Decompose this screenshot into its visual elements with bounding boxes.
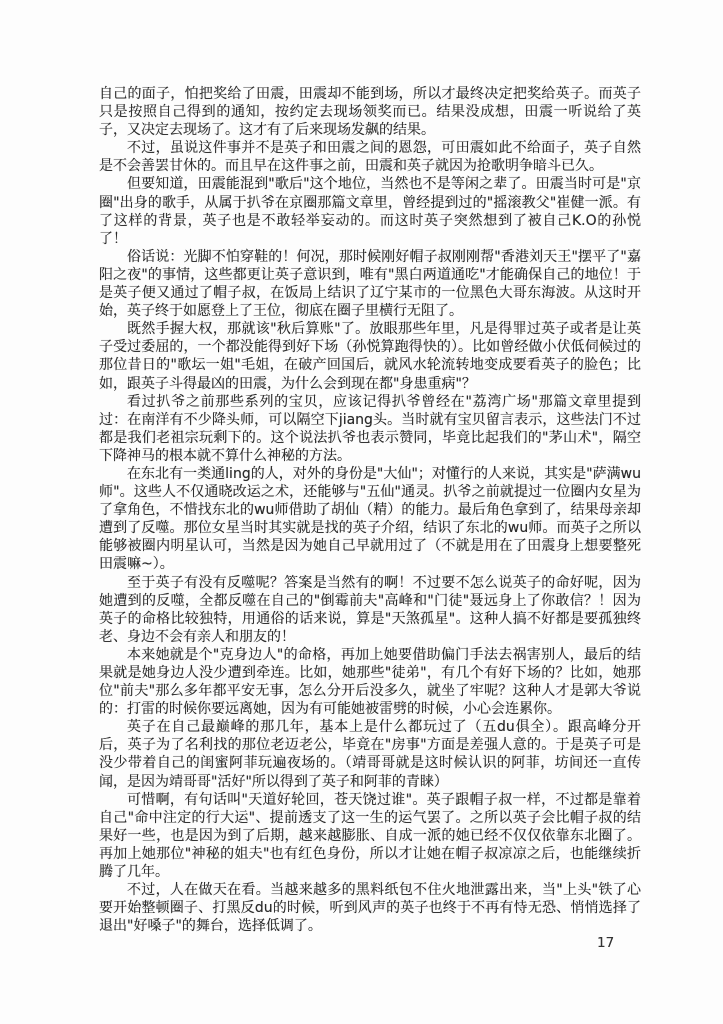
paragraph: 可惜啊，有句话叫"天道好轮回，苍天饶过谁"。英子跟帽子叔一样，不过都是靠着自己"命中注定的行大运"、提前透支了这一生的运气罢了。之所以英子会比帽子叔的结果好一些，也是因为到了后期，越来越膨胀、自成一派的她已经不仅仅依靠东北圈了。再加上她那位"神秘的姐夫"也有红色身份，所以才让她在帽子叔凉凉之后，也能继续折腾了几年。: [99, 791, 641, 881]
paragraph: 看过扒爷之前那些系列的宝贝，应该记得扒爷曾经在"荔湾广场"那篇文章里提到过：在南洋有不少降头师，可以隔空下jiang头。当时就有宝贝留言表示，这些法门不过都是我们老祖宗玩剩下的。这个说法扒爷也表示赞同，毕竟比起我们的"茅山术"，隔空下降神马的根本就不算什么神秘的方法。: [99, 393, 641, 464]
article-body: [99, 85, 641, 935]
paragraph: 自己的面子，怕把奖给了田震，田震却不能到场，所以才最终决定把奖给英子。而英子只是按照自己得到的通知，按约定去现场领奖而已。结果没成想，田震一听说给了英子，又决定去现场了。这才有了后来现场发飙的结果。: [99, 86, 641, 139]
paragraph: 在东北有一类通ling的人，对外的身份是"大仙"；对懂行的人来说，其实是"萨满wu师"。这些人不仅通晓改运之术，还能够与"五仙"通灵。扒爷之前就提过一位圈内女星为了拿角色，不惜找东北的wu师借助了胡仙（精）的能力。最后角色拿到了，结果母亲却遭到了反噬。那位女星当时其实就是找的英子介绍，结识了东北的wu师。而英子之所以能够被圈内明星认可，当然是因为她自己早就用过了（不就是用在了田震身上想要整死田震嘛~）。: [99, 465, 641, 573]
paragraph: 俗话说：光脚不怕穿鞋的！何况，那时候刚好帽子叔刚刚帮"香港刘天王"摆平了"嘉阳之夜"的事情，这些都更让英子意识到，唯有"黑白两道通吃"才能确保自己的地位！于是英子便又通过了帽子叔，在饭局上结识了辽宁某市的一位黑色大哥东海波。从这时开始，英子终于如愿登上了王位，彻底在圈子里横行无阻了。: [99, 248, 641, 320]
paragraph: 既然手握大权，那就该"秋后算账"了。放眼那些年里，凡是得罪过英子或者是让英子受过委屈的，一个都没能得到好下场（孙悦算跑得快的）。比如曾经做小伏低伺候过的那位昔日的"歌坛一姐"毛姐，在破产回国后，就风水轮流转地变成要看英子的脸色；比如，跟英子斗得最凶的田震，为什么会到现在都"身患重病"？: [99, 321, 641, 392]
paragraph: 但要知道，田震能混到"歌后"这个地位，当然也不是等闲之辈了。田震当时可是"京圈"出身的歌手，从属于扒爷在京圈那篇文章里，曾经提到过的"摇滚教父"崔健一派。有了这样的背景，英子也是不敢轻举妄动的。而这时英子突然想到了被自己K.O的孙悦了！: [99, 176, 641, 247]
paragraph: 英子在自己最巅峰的那几年，基本上是什么都玩过了（五du俱全）。跟高峰分开后，英子为了名利找的那位老迈老公，毕竟在"房事"方面是差强人意的。于是英子可是没少带着自己的闺蜜阿菲玩遍夜场的。（靖哥哥就是这时候认识的阿菲，坊间还一直传闻，是因为靖哥哥"活好"所以得到了英子和阿菲的青睐）: [99, 719, 641, 790]
paragraph: 不过，人在做天在看。当越来越多的黑料纸包不住火地泄露出来，当"上头"铁了心要开始整顿圈子、打黑反du的时候，听到风声的英子也终于不再有恃无恐、悄悄选择了退出"好嗓子"的舞台，选择低调了。: [99, 882, 641, 935]
page-number: 17: [597, 935, 615, 951]
paragraph: 不过，虽说这件事并不是英子和田震之间的恩怨，可田震如此不给面子，英子自然是不会善罢甘休的。而且早在这件事之前，田震和英子就因为抢歌明争暗斗已久。: [99, 140, 641, 175]
paragraph: 至于英子有没有反噬呢？答案是当然有的啊！不过要不怎么说英子的命好呢，因为她遭到的反噬，全都反噬在自己的"倒霉前夫"高峰和"门徒"聂远身上了你敢信？！因为英子的命格比较独特，用通俗的话来说，算是"天煞孤星"。这种人搞不好都是要孤独终老、身边不会有亲人和朋友的！: [99, 574, 641, 645]
paragraph: 本来她就是个"克身边人"的命格，再加上她要借助偏门手法去祸害别人，最后的结果就是她身边人没少遭到牵连。比如，她那些"徒弟"，有几个有好下场的？比如，她那位"前夫"那么多年都平安无事，怎么分开后没多久，就坐了牢呢？这种人才是郭大爷说的：打雷的时候你要远离她，因为有可能她被雷劈的时候，小心会连累你。: [99, 646, 641, 718]
